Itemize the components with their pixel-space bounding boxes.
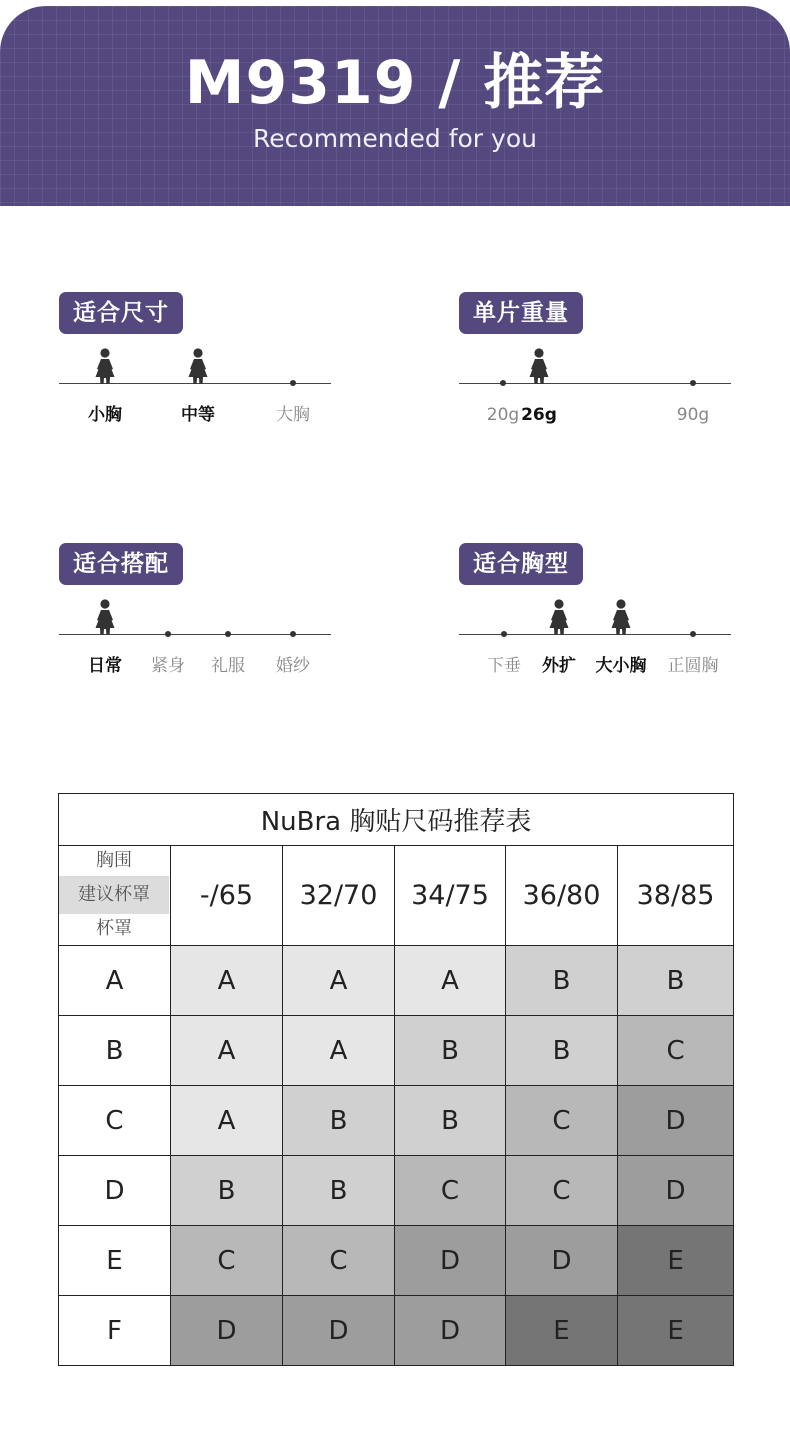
attr-size — [59, 292, 331, 432]
attr-shape — [459, 543, 731, 683]
person-icon — [93, 348, 117, 384]
recommended-cup-cell: D — [283, 1296, 395, 1366]
table-row — [59, 1086, 734, 1156]
recommended-cup-cell: A — [171, 1016, 283, 1086]
page-subtitle: Recommended for you — [253, 124, 537, 153]
scale-dot — [500, 380, 506, 386]
recommended-cup-cell: D — [618, 1156, 734, 1226]
attr-size-stop-label: 中等 — [181, 405, 215, 425]
recommended-cup-cell: B — [283, 1086, 395, 1156]
attr-outfit-stop-label: 婚纱 — [276, 656, 310, 676]
size-recommendation-table — [58, 793, 734, 1366]
attr-shape-stop-label: 外扩 — [542, 656, 576, 676]
recommended-cup-cell: C — [506, 1086, 618, 1156]
person-icon — [186, 348, 210, 384]
attr-shape-stop-label: 下垂 — [487, 656, 521, 676]
attr-outfit-stop-label: 礼服 — [211, 656, 245, 676]
attr-weight — [459, 292, 731, 432]
scale-dot — [690, 380, 696, 386]
recommended-cup-cell: D — [395, 1296, 506, 1366]
cup-size-row-header: B — [59, 1016, 171, 1086]
scale-dot — [165, 631, 171, 637]
table-row — [59, 1156, 734, 1226]
recommended-cup-cell: A — [171, 1086, 283, 1156]
recommended-cup-cell: B — [618, 946, 734, 1016]
attr-size-stop-label: 大胸 — [276, 405, 310, 425]
corner-bust-label: 胸围 — [96, 850, 132, 871]
attr-shape-stop-label: 正圆胸 — [667, 656, 719, 676]
attr-weight-stop-label: 90g — [676, 405, 710, 425]
person-icon — [93, 599, 117, 635]
person-icon — [547, 599, 571, 635]
attr-weight-badge: 单片重量 — [459, 292, 583, 334]
cup-size-row-header: A — [59, 946, 171, 1016]
scale-dot — [501, 631, 507, 637]
recommended-cup-cell: B — [283, 1156, 395, 1226]
table-corner-header — [59, 846, 171, 946]
attr-weight-stop-label: 26g — [521, 405, 557, 425]
attr-shape-stop-label: 大小胸 — [595, 656, 647, 676]
attr-shape-badge: 适合胸型 — [459, 543, 583, 585]
cup-size-row-header: C — [59, 1086, 171, 1156]
scale-dot — [290, 631, 296, 637]
cup-size-row-header: F — [59, 1296, 171, 1366]
recommended-cup-cell: C — [506, 1156, 618, 1226]
corner-cup-label: 杯罩 — [96, 918, 132, 939]
band-size-header: 36/80 — [506, 846, 618, 946]
band-size-header: 38/85 — [618, 846, 734, 946]
recommended-cup-cell: D — [171, 1296, 283, 1366]
attr-size-stop-label: 小胸 — [88, 405, 122, 425]
recommended-cup-cell: C — [395, 1156, 506, 1226]
recommended-cup-cell: C — [618, 1016, 734, 1086]
attr-outfit-stop-label: 紧身 — [151, 656, 185, 676]
scale-dot — [290, 380, 296, 386]
page-title: M9319 / 推荐 — [184, 48, 606, 118]
band-size-header: 34/75 — [395, 846, 506, 946]
recommended-cup-cell: E — [618, 1226, 734, 1296]
corner-suggested-cup-label: 建议杯罩 — [59, 876, 169, 914]
recommended-cup-cell: C — [171, 1226, 283, 1296]
attr-weight-stop-label: 20g — [486, 405, 520, 425]
recommended-cup-cell: B — [506, 946, 618, 1016]
header-banner — [0, 6, 790, 206]
attr-outfit — [59, 543, 331, 683]
cup-size-row-header: D — [59, 1156, 171, 1226]
scale-dot — [690, 631, 696, 637]
recommended-cup-cell: D — [506, 1226, 618, 1296]
table-row — [59, 1296, 734, 1366]
recommended-cup-cell: B — [506, 1016, 618, 1086]
recommended-cup-cell: A — [171, 946, 283, 1016]
recommended-cup-cell: E — [618, 1296, 734, 1366]
recommended-cup-cell: E — [506, 1296, 618, 1366]
recommended-cup-cell: A — [395, 946, 506, 1016]
attr-outfit-badge: 适合搭配 — [59, 543, 183, 585]
recommended-cup-cell: C — [283, 1226, 395, 1296]
band-size-header: 32/70 — [283, 846, 395, 946]
recommended-cup-cell: A — [283, 1016, 395, 1086]
table-row — [59, 946, 734, 1016]
table-title: NuBra 胸贴尺码推荐表 — [59, 794, 734, 846]
recommended-cup-cell: A — [283, 946, 395, 1016]
person-icon — [609, 599, 633, 635]
recommended-cup-cell: B — [395, 1016, 506, 1086]
attr-outfit-stop-label: 日常 — [88, 656, 122, 676]
attr-size-badge: 适合尺寸 — [59, 292, 183, 334]
person-icon — [527, 348, 551, 384]
cup-size-row-header: E — [59, 1226, 171, 1296]
scale-dot — [225, 631, 231, 637]
recommended-cup-cell: B — [395, 1086, 506, 1156]
table-row — [59, 1016, 734, 1086]
recommended-cup-cell: D — [618, 1086, 734, 1156]
recommended-cup-cell: D — [395, 1226, 506, 1296]
recommended-cup-cell: B — [171, 1156, 283, 1226]
table-row — [59, 1226, 734, 1296]
band-size-header: -/65 — [171, 846, 283, 946]
